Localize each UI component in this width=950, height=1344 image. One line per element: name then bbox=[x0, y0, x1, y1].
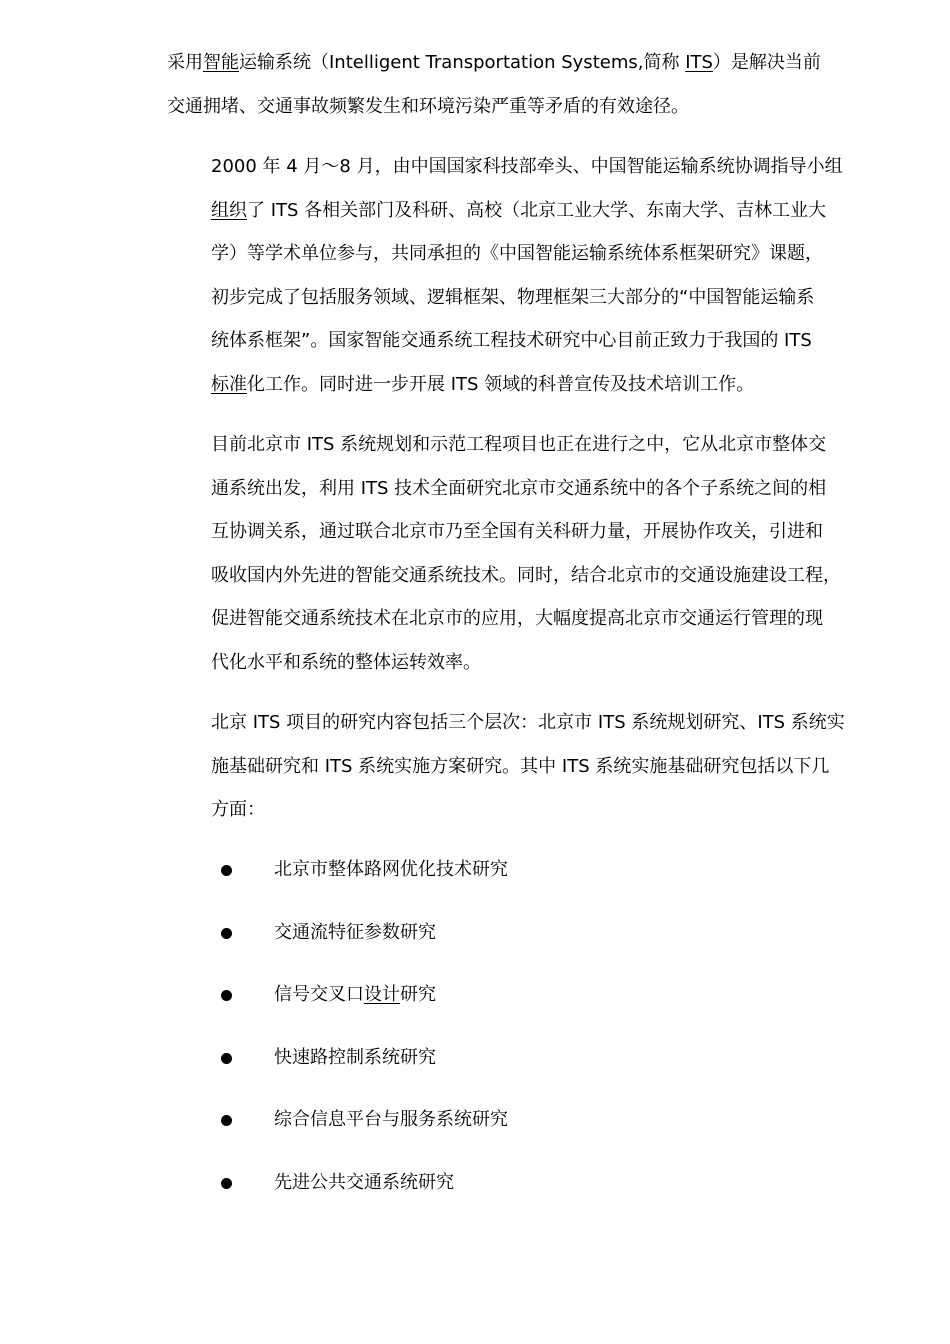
history-line-1: 2000 年 4 月～8 月，由中国国家科技部牵头、中国智能运输系统协调指导小组 bbox=[211, 156, 843, 177]
history-line-2 bbox=[211, 189, 891, 233]
history-line-3: 学）等学术单位参与，共同承担的《中国智能运输系统体系框架研究》课题， bbox=[211, 243, 823, 264]
list-item bbox=[211, 1161, 811, 1224]
bullet-dot-icon bbox=[221, 1115, 232, 1126]
intro-paragraph bbox=[167, 41, 887, 128]
intro-line-2: 交通拥堵、交通事故频繁发生和环境污染严重等矛盾的有效途径。 bbox=[167, 95, 689, 117]
research-paragraph bbox=[211, 701, 891, 832]
list-item-text: 快速路控制系统研究 bbox=[274, 1046, 436, 1068]
history-text: 化工作。同时进一步开展 ITS 领域的科普宣传及技术培训工作。 bbox=[247, 373, 755, 395]
research-line-2: 施基础研究和 ITS 系统实施方案研究。其中 ITS 系统实施基础研究包括以下几 bbox=[211, 755, 830, 777]
list-item-text-part: 信号交叉口 bbox=[274, 984, 364, 1006]
list-item-text: 先进公共交通系统研究 bbox=[274, 1171, 454, 1193]
intro-line-1 bbox=[167, 41, 887, 85]
list-item-text: 北京市整体路网优化技术研究 bbox=[274, 859, 508, 880]
link-its[interactable]: ITS bbox=[685, 52, 713, 73]
research-line-1: 北京 ITS 项目的研究内容包括三个层次：北京市 ITS 系统规划研究、ITS 系统实 bbox=[211, 712, 845, 733]
list-item-text: 交通流特征参数研究 bbox=[274, 921, 436, 943]
research-line-3: 方面： bbox=[211, 799, 265, 820]
history-line-5: 统体系框架”。国家智能交通系统工程技术研究中心目前正致力于我国的 ITS bbox=[211, 330, 812, 351]
beijing-line-1: 目前北京市 ITS 系统规划和示范工程项目也正在进行之中，它从北京市整体交 bbox=[211, 434, 827, 455]
list-item-text: 综合信息平台与服务系统研究 bbox=[274, 1109, 508, 1131]
intro-text: ）是解决当前 bbox=[712, 52, 821, 73]
bullet-dot-icon bbox=[221, 990, 232, 1001]
list-item bbox=[211, 1036, 811, 1099]
bullet-dot-icon bbox=[221, 1053, 232, 1064]
beijing-line-4: 吸收国内外先进的智能交通系统技术。同时，结合北京市的交通设施建设工程， bbox=[211, 564, 841, 586]
list-item bbox=[211, 911, 811, 974]
beijing-line-6: 代化水平和系统的整体运转效率。 bbox=[211, 651, 481, 673]
research-topic-list bbox=[211, 848, 811, 1224]
list-item bbox=[211, 1098, 811, 1161]
history-line-4: 初步完成了包括服务领域、逻辑框架、物理框架三大部分的“中国智能运输系 bbox=[211, 286, 815, 308]
intro-text: 运输系统（Intelligent Transportation Systems,简称 bbox=[239, 52, 686, 73]
list-item-text-part: 研究 bbox=[400, 984, 436, 1006]
beijing-line-5: 促进智能交通系统技术在北京市的应用，大幅度提高北京市交通运行管理的现 bbox=[211, 608, 823, 629]
link-intelligent[interactable]: 智能 bbox=[203, 52, 239, 73]
beijing-paragraph bbox=[211, 423, 891, 684]
history-paragraph bbox=[211, 145, 891, 406]
bullet-dot-icon bbox=[221, 865, 232, 876]
link-design[interactable]: 设计 bbox=[364, 984, 400, 1006]
list-item-text bbox=[274, 973, 436, 1017]
beijing-line-3: 互协调关系，通过联合北京市乃至全国有关科研力量，开展协作攻关，引进和 bbox=[211, 521, 823, 542]
history-line-6 bbox=[211, 363, 891, 407]
intro-text: 采用 bbox=[167, 52, 203, 73]
link-organize[interactable]: 组织 bbox=[211, 199, 247, 221]
beijing-line-2: 通系统出发，利用 ITS 技术全面研究北京市交通系统中的各个子系统之间的相 bbox=[211, 477, 827, 499]
link-standard[interactable]: 标准 bbox=[211, 373, 247, 395]
list-item bbox=[211, 848, 811, 911]
bullet-dot-icon bbox=[221, 1178, 232, 1189]
history-text: 了 ITS 各相关部门及科研、高校（北京工业大学、东南大学、吉林工业大 bbox=[247, 199, 827, 221]
bullet-dot-icon bbox=[221, 928, 232, 939]
list-item bbox=[211, 973, 811, 1036]
